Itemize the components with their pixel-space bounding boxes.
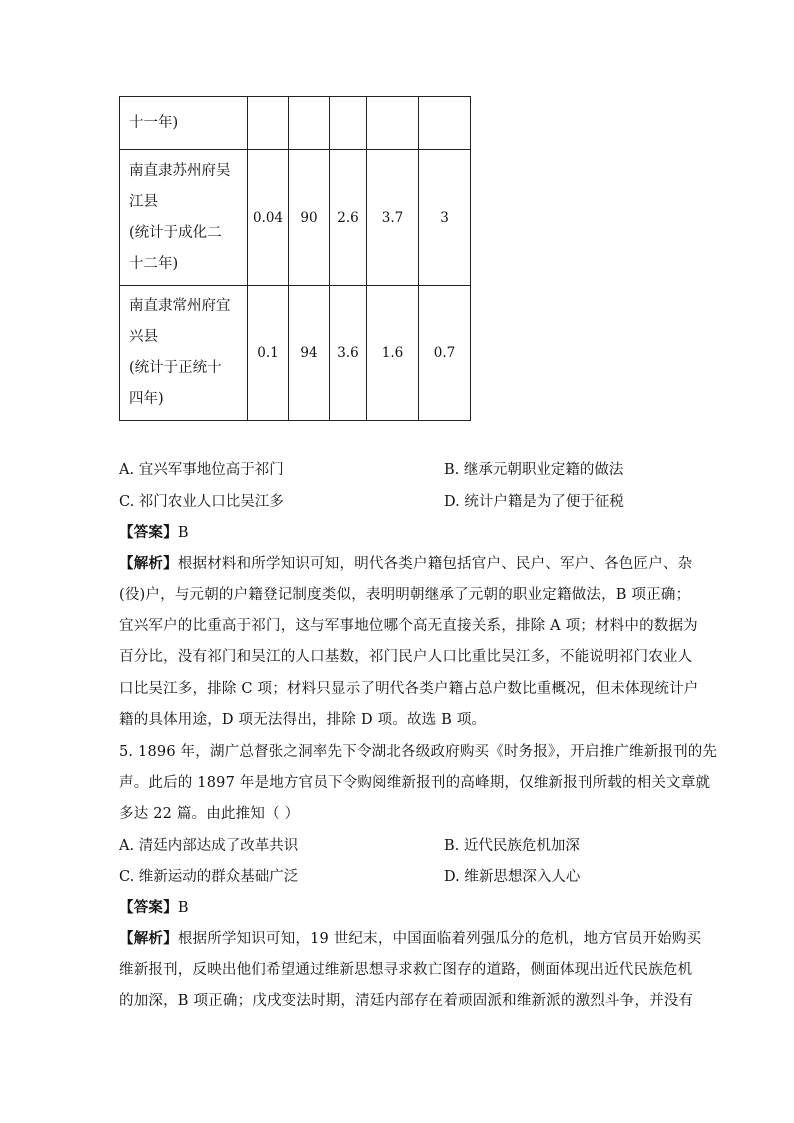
value-cell: 94 xyxy=(289,286,330,421)
q5-option-a: A. 清廷内部达成了改革共识 xyxy=(119,838,299,854)
table-row xyxy=(120,97,471,150)
q5-analysis-line xyxy=(119,927,702,948)
q5-options-row-1 xyxy=(119,834,679,854)
region-text: 十一年) xyxy=(129,114,179,131)
household-registry-table xyxy=(119,96,471,421)
value-cell: 0.1 xyxy=(248,286,289,421)
value-cell: 3.6 xyxy=(330,286,367,421)
analysis-text: 根据材料和所学知识可知，明代各类户籍包括官户、民户、军户、各色匠户、杂 xyxy=(177,556,693,572)
q5-option-d: D. 维新思想深入人心 xyxy=(444,869,581,885)
region-cell xyxy=(120,150,248,286)
q4-option-b: B. 继承元朝职业定籍的做法 xyxy=(444,462,624,478)
value-cell: 0.04 xyxy=(248,150,289,286)
value-cell xyxy=(289,97,330,150)
q5-options-row-2 xyxy=(119,865,679,885)
analysis-label: 【解析】 xyxy=(119,930,178,947)
answer-value: B xyxy=(177,900,189,916)
q4-option-d: D. 统计户籍是为了便于征税 xyxy=(444,494,624,510)
value-cell: 3 xyxy=(419,150,471,286)
answer-label: 【答案】 xyxy=(119,899,178,916)
region-cell xyxy=(120,286,248,421)
region-cell xyxy=(120,97,248,150)
q5-option-b: B. 近代民族危机加深 xyxy=(444,838,580,854)
value-cell xyxy=(367,97,419,150)
analysis-label: 【解析】 xyxy=(119,555,178,572)
region-text: 南直隶苏州府吴 xyxy=(129,162,231,179)
q5-stem-line: 声。此后的 1897 年是地方官员下令购阅维新报刊的高峰期，仅维新报刊所载的相关文章就 xyxy=(119,775,711,791)
q4-option-c: C. 祁门农业人口比吴江多 xyxy=(119,494,284,510)
q5-analysis-line: 的加深，B 项正确；戊戌变法时期，清廷内部存在着顽固派和维新派的激烈斗争，并没有 xyxy=(119,993,694,1009)
region-text: (统计于成化二 xyxy=(129,224,222,241)
q5-analysis-line: 维新报刊，反映出他们希望通过维新思想寻求救亡图存的道路，侧面体现出近代民族危机 xyxy=(119,962,693,978)
value-cell: 3.7 xyxy=(367,150,419,286)
q4-answer xyxy=(119,521,679,542)
q5-answer xyxy=(119,896,679,917)
analysis-text: 根据所学知识可知，19 世纪末，中国面临着列强瓜分的危机，地方官员开始购买 xyxy=(177,931,702,947)
value-cell xyxy=(419,97,471,150)
q4-analysis-line: 百分比，没有祁门和吴江的人口基数，祁门民户人口比重比吴江多，不能说明祁门农业人 xyxy=(119,649,693,665)
value-cell xyxy=(330,97,367,150)
value-cell: 2.6 xyxy=(330,150,367,286)
value-cell: 0.7 xyxy=(419,286,471,421)
q4-options-row-2 xyxy=(119,490,679,510)
q4-option-a: A. 宜兴军事地位高于祁门 xyxy=(119,462,284,478)
q5-stem-line: 多达 22 篇。由此推知（ ） xyxy=(119,806,300,822)
q4-analysis-line: 口比吴江多，排除 C 项；材料只显示了明代各类户籍占总户数比重概况，但未体现统计户 xyxy=(119,681,699,697)
q4-analysis-line: 宜兴军户的比重高于祁门，这与军事地位哪个高无直接关系，排除 A 项；材料中的数据为 xyxy=(119,618,698,634)
answer-value: B xyxy=(177,525,189,541)
q4-analysis-line: 籍的具体用途，D 项无法得出，排除 D 项。故选 B 项。 xyxy=(119,712,487,728)
value-cell: 90 xyxy=(289,150,330,286)
q4-analysis-line: (役)户，与元朝的户籍登记制度类似，表明明朝继承了元朝的职业定籍做法，B 项正确； xyxy=(119,587,691,603)
q4-analysis-line xyxy=(119,552,693,573)
value-cell: 1.6 xyxy=(367,286,419,421)
table-row xyxy=(120,286,471,421)
region-text: 兴县 xyxy=(129,329,158,345)
region-text: 南直隶常州府宜 xyxy=(129,298,231,314)
region-text: (统计于正统十 xyxy=(129,360,222,376)
table-row xyxy=(120,150,471,286)
q5-stem-line: 5. 1896 年，湖广总督张之洞率先下令湖北各级政府购买《时务报》，开启推广维新报刊的先 xyxy=(119,744,718,760)
region-text: 江县 xyxy=(129,193,158,210)
region-text: 十二年) xyxy=(129,255,179,272)
q4-options-row-1 xyxy=(119,458,679,478)
value-cell xyxy=(248,97,289,150)
region-text: 四年) xyxy=(129,391,164,407)
answer-label: 【答案】 xyxy=(119,524,178,541)
q5-option-c: C. 维新运动的群众基础广泛 xyxy=(119,869,299,885)
